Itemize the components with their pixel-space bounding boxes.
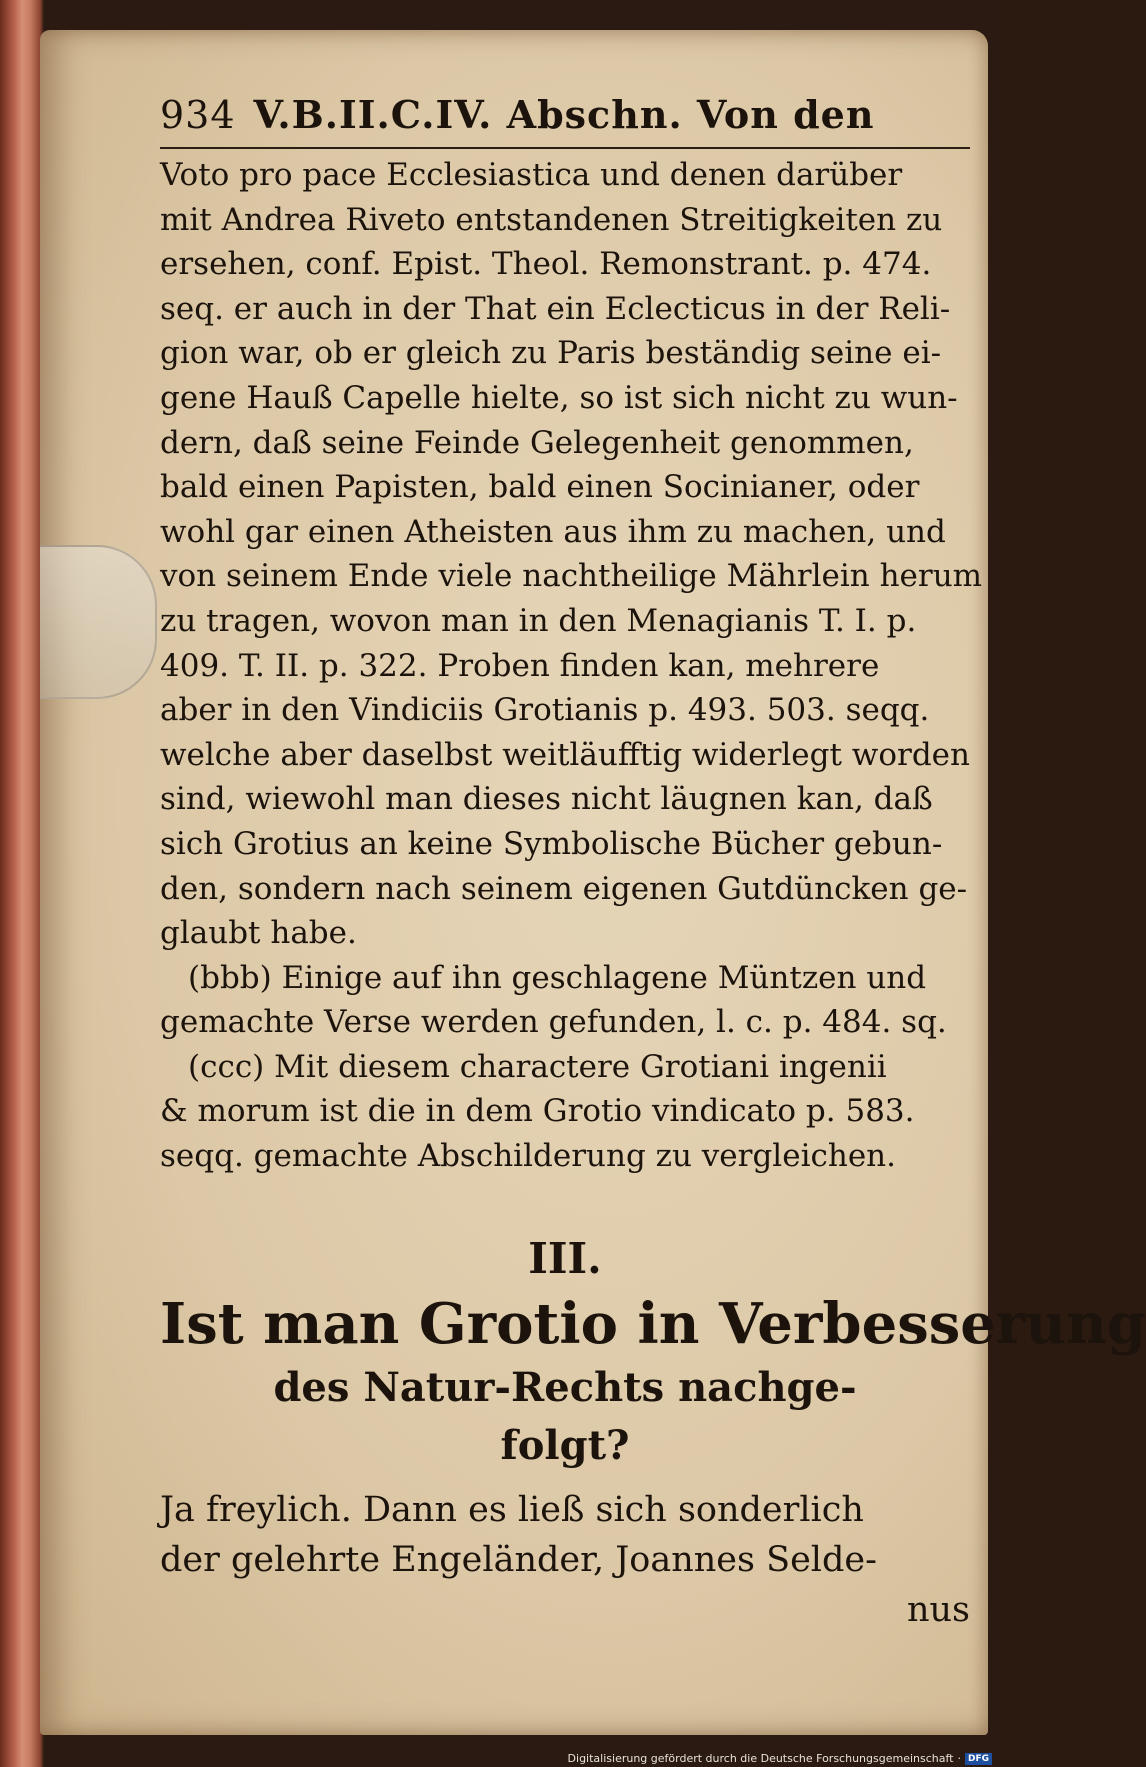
body-line: von seinem Ende viele nachtheilige Mährlein herum — [160, 558, 983, 595]
section-heading: des Natur-Rechts nachge- — [273, 1363, 857, 1411]
body-line: zu tragen, wovon man in den Menagianis T. I. p. — [160, 602, 917, 639]
body-line: wohl gar einen Atheisten aus ihm zu machen, und — [160, 513, 946, 550]
section-heading: Ist man Grotio in Verbesserung — [160, 1290, 1146, 1357]
footnote-line: seqq. gemachte Abschilderung zu vergleichen. — [160, 1138, 896, 1175]
body-line: aber in den Vindiciis Grotianis p. 493. 503. seqq. — [160, 692, 930, 729]
body-line: Voto pro pace Ecclesiastica und denen darüber — [160, 157, 903, 193]
body-line: glaubt habe. — [160, 915, 357, 952]
body-line: sind, wiewohl man dieses nicht läugnen kan, daß — [160, 781, 933, 818]
body-line: seq. er auch in der That ein Eclecticus in der Reli- — [160, 290, 951, 327]
section-numeral: III. — [528, 1233, 602, 1283]
body-line: gene Hauß Capelle hielte, so ist sich nicht zu wun- — [160, 379, 958, 416]
body-line: dern, daß seine Feinde Gelegenheit genommen, — [160, 424, 914, 461]
running-head: V.B.II.C.IV. Abschn. Von den — [253, 92, 875, 137]
body-line: mit Andrea Riveto entstandenen Streitigkeiten zu — [160, 201, 943, 238]
page-text — [160, 92, 1146, 1635]
body-line: den, sondern nach seinem eigenen Gutdüncken ge- — [160, 870, 968, 907]
section-body — [160, 1485, 970, 1635]
footnote-line: gemachte Verse werden gefunden, l. c. p. 484. sq. — [160, 1004, 947, 1041]
body-line: welche aber daselbst weitläufftig widerlegt worden — [160, 736, 970, 773]
dfg-logo: DFG — [965, 1753, 992, 1765]
footnote-line: (ccc) Mit diesem charactere Grotiani ingenii — [188, 1048, 887, 1085]
body-line: bald einen Papisten, bald einen Socinianer, oder — [160, 469, 920, 506]
catchword: nus — [906, 1589, 970, 1630]
body-line: ersehen, conf. Epist. Theol. Remonstrant. p. 474. — [160, 246, 932, 283]
body-line: Ja freylich. Dann es ließ sich sonderlich — [160, 1489, 864, 1530]
digitization-credit: Digitalisierung gefördert durch die Deutsche Forschungsgemeinschaft · DFG — [568, 1752, 992, 1765]
section-heading: folgt? — [500, 1421, 630, 1469]
page-number: 934 — [160, 93, 236, 137]
body-line: 409. T. II. p. 322. Proben finden kan, mehrere — [160, 647, 880, 684]
running-header — [160, 92, 970, 149]
body-line: der gelehrte Engeländer, Joannes Selde- — [160, 1539, 877, 1580]
credit-text: Digitalisierung gefördert durch die Deutsche Forschungsgemeinschaft — [567, 1752, 954, 1765]
page-clip — [40, 545, 157, 699]
footnote-line: (bbb) Einige auf ihn geschlagene Müntzen und — [188, 959, 927, 996]
footnote-line: & morum ist die in dem Grotio vindicato p. 583. — [160, 1093, 915, 1130]
main-body — [160, 153, 983, 956]
footnotes — [160, 956, 970, 1179]
body-line: gion war, ob er gleich zu Paris beständig seine ei- — [160, 335, 942, 372]
body-line: sich Grotius an keine Symbolische Bücher gebun- — [160, 825, 943, 862]
